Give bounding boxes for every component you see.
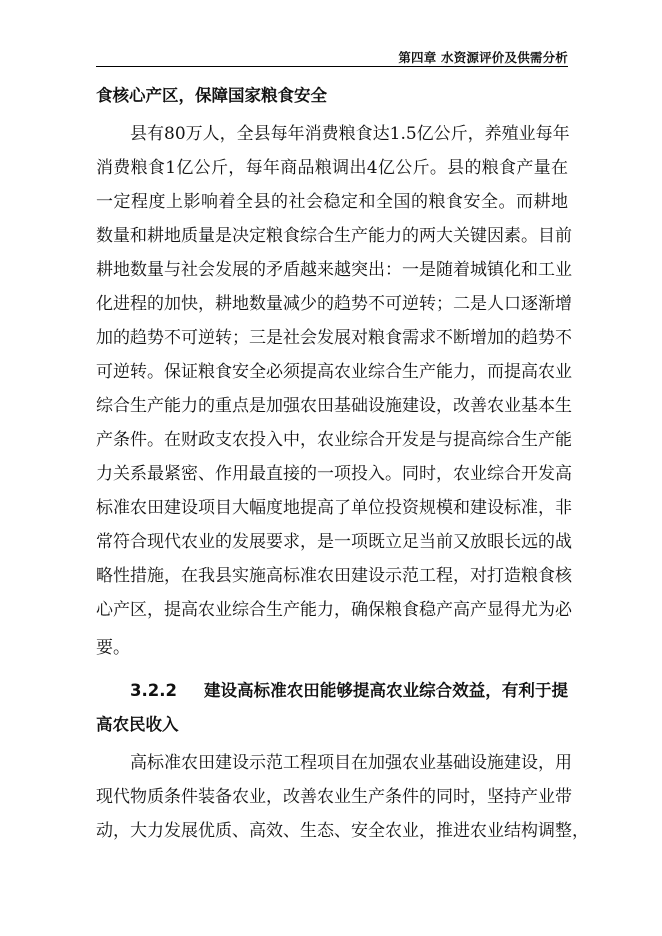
- paragraph-line: 略性措施，在我县实施高标准农田建设示范工程，对打造粮食核: [96, 566, 572, 586]
- paragraph-line: 标准农田建设项目大幅度地提高了单位投资规模和建设标准，非: [96, 498, 572, 518]
- paragraph-line: 县有80万人，全县每年消费粮食达1.5亿公斤，养殖业每年: [130, 124, 570, 144]
- paragraph-line: 力关系最紧密、作用最直接的一项投入。同时，农业综合开发高: [96, 464, 572, 484]
- chapter-header: 第四章 水资源评价及供需分析: [398, 50, 568, 65]
- paragraph-line: 动，大力发展优质、高效、生态、安全农业，推进农业结构调整，: [96, 821, 589, 841]
- header-rule: [96, 66, 568, 67]
- heading-continuation: 食核心产区，保障国家粮食安全: [96, 86, 327, 105]
- section-title-continuation: 高农民收入: [96, 715, 179, 734]
- paragraph-line: 常符合现代农业的发展要求，是一项既立足当前又放眼长远的战: [96, 532, 572, 552]
- paragraph-line: 数量和耕地质量是决定粮食综合生产能力的两大关键因素。目前: [96, 226, 572, 246]
- paragraph-line: 要。: [96, 638, 130, 658]
- paragraph-line: 一定程度上影响着全县的社会稳定和全国的粮食安全。而耕地: [96, 192, 568, 212]
- paragraph-line: 高标准农田建设示范工程项目在加强农业基础设施建设，用: [130, 753, 572, 773]
- paragraph-line: 耕地数量与社会发展的矛盾越来越突出：一是随着城镇化和工业: [96, 260, 572, 280]
- paragraph-line: 可逆转。保证粮食安全必须提高农业综合生产能力，而提高农业: [96, 362, 572, 382]
- paragraph-line: 产条件。在财政支农投入中，农业综合开发是与提高综合生产能: [96, 430, 572, 450]
- paragraph-line: 现代物质条件装备农业，改善农业生产条件的同时，坚持产业带: [96, 787, 572, 807]
- paragraph-line: 化进程的加快，耕地数量减少的趋势不可逆转；二是人口逐渐增: [96, 294, 572, 314]
- section-number: 3.2.2: [130, 681, 177, 700]
- section-title: 建设高标准农田能够提高农业综合效益，有利于提: [204, 681, 568, 700]
- paragraph-line: 心产区，提高农业综合生产能力，确保粮食稳产高产显得尤为必: [96, 600, 572, 620]
- paragraph-line: 加的趋势不可逆转；三是社会发展对粮食需求不断增加的趋势不: [96, 328, 572, 348]
- paragraph-line: 消费粮食1亿公斤，每年商品粮调出4亿公斤。县的粮食产量在: [96, 158, 568, 178]
- paragraph-line: 综合生产能力的重点是加强农田基础设施建设，改善农业基本生: [96, 396, 572, 416]
